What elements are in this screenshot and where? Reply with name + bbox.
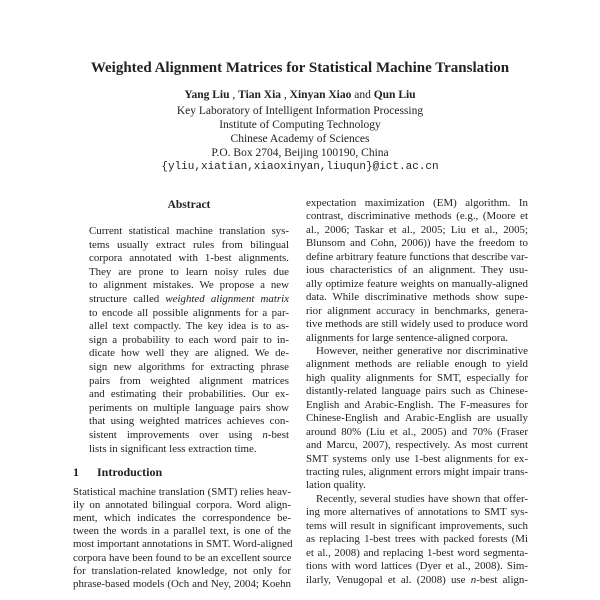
text-line	[306, 506, 528, 519]
text-segment: ilarly, Venugopal et al. (2008) use	[306, 573, 471, 586]
text-line	[89, 443, 289, 456]
text-line	[89, 293, 289, 306]
text-line	[89, 361, 289, 374]
author-list	[0, 89, 600, 101]
text-segment: rior alignment accuracy in benchmarks, genera-	[306, 304, 528, 317]
text-line	[73, 486, 291, 499]
text-line	[306, 560, 528, 573]
text-segment: for translation-related knowledge, not only for	[73, 564, 291, 577]
text-line	[306, 547, 528, 560]
text-segment: tems usually extract rules from bilingual	[89, 238, 289, 251]
text-segment: corpora annotated with 1-best alignments.	[89, 252, 289, 265]
text-line	[306, 574, 528, 587]
text-segment: corpora have been found to be an excellent source	[73, 551, 292, 564]
text-segment: al., 2006; Taskar et al., 2005; Liu et al., 2005;	[306, 223, 528, 236]
text-segment: sign a probability to each word pair to in-	[89, 333, 289, 346]
text-segment: expectation maximization (EM) algorithm. In	[306, 197, 528, 209]
section-heading-introduction	[73, 465, 162, 480]
text-segment: ally optimize feature weights on manually-aligned	[306, 277, 528, 290]
text-segment: and Marcu, 2007), respectively. As most current	[306, 439, 528, 452]
text-line	[316, 345, 528, 358]
text-segment: structure called	[89, 293, 166, 305]
text-line	[89, 375, 289, 388]
text-segment: contrast, discriminative methods (e.g., (Moore et	[306, 210, 528, 223]
text-line	[89, 402, 289, 415]
text-segment: alignments for large sentence-aligned corpora.	[306, 331, 509, 344]
text-segment: ily on annotated bilingual corpora. Word align-	[73, 499, 291, 512]
text-segment: and estimating their probabilities. Our ex-	[89, 388, 289, 401]
text-segment: tions with word lattices (Dyer et al., 2008). Sim-	[306, 560, 528, 573]
text-segment: periments on multiple language pairs show	[89, 401, 289, 414]
text-line	[73, 565, 291, 578]
text-segment: phrase-based models (Och and Ney, 2004; Koehn	[73, 577, 291, 590]
author-name: Yang Liu	[184, 89, 230, 101]
text-line	[306, 305, 528, 318]
affiliation-line: Institute of Computing Technology	[219, 119, 381, 131]
text-segment: define arbitrary feature functions that describe var-	[306, 250, 528, 263]
text-segment: They are prone to learn noisy rules due	[89, 265, 289, 278]
author-name: Xinyan Xiao	[289, 89, 352, 101]
text-line	[89, 225, 289, 238]
italic-text: n	[470, 573, 477, 586]
text-line	[89, 239, 289, 252]
text-segment: to alignment mistakes. We propose a new	[89, 279, 289, 292]
text-segment: around 80% (Liu et al., 2005) and 70% (Fraser	[306, 425, 528, 438]
text-segment: tween the words in a parallel text, is one of the	[73, 525, 291, 538]
author-and: and	[354, 89, 371, 101]
section-number: 1	[73, 465, 79, 479]
text-line	[306, 372, 528, 385]
affiliation-line: P.O. Box 2704, Beijing 100190, China	[211, 147, 389, 159]
text-line	[306, 318, 528, 331]
text-line	[306, 237, 528, 250]
text-line	[89, 347, 289, 360]
text-segment: ment, which indicates the correspondence be-	[73, 512, 291, 525]
text-segment: dicate how well they are aligned. We de-	[89, 347, 289, 360]
text-line	[306, 385, 528, 398]
text-segment: lation quality.	[306, 479, 366, 492]
text-line	[306, 479, 528, 492]
author-name: Qun Liu	[373, 89, 416, 101]
author-separator: ,	[232, 89, 236, 101]
text-segment: Chinese-English and Arabic-English are usually	[306, 412, 528, 425]
text-line	[89, 429, 289, 442]
text-segment: to encode all possible alignments for a par-	[89, 306, 289, 319]
text-segment: et al., 2008) and replacing 1-best word segmenta-	[306, 546, 528, 559]
section-title: Introduction	[97, 465, 163, 479]
text-line	[73, 525, 291, 538]
text-line	[73, 578, 291, 591]
text-segment: that using weighted matrices achieves con-	[89, 415, 289, 428]
affiliation-line: Chinese Academy of Sciences	[230, 133, 370, 145]
text-segment: -best	[267, 429, 289, 441]
text-segment: SMT systems only use 1-best alignments for ex-	[306, 452, 528, 465]
text-line	[89, 279, 289, 292]
text-segment: sign new algorithms for extracting phrase	[89, 361, 289, 373]
text-segment: high quality alignments for SMT, especially for	[306, 371, 528, 384]
text-segment: sistent improvements over using	[89, 429, 263, 441]
text-segment: as replacing 1-best trees with packed forests (Mi	[306, 533, 528, 546]
text-line	[306, 224, 528, 237]
text-segment: English and Arabic-English. The F-measures for	[306, 398, 528, 411]
text-line	[89, 252, 289, 265]
text-line	[306, 520, 528, 533]
text-line	[306, 264, 528, 277]
text-segment: tive methods are still widely used to produce word	[306, 318, 528, 331]
text-segment: alignment methods are reliable enough to yield	[306, 358, 528, 371]
text-line	[306, 332, 528, 345]
text-line	[306, 251, 528, 264]
text-line	[316, 493, 528, 506]
text-line	[73, 512, 291, 525]
text-segment: data. While discriminative methods show supe-	[306, 291, 528, 304]
text-segment: tems will result in significant improvements, such	[306, 519, 528, 532]
text-line	[306, 439, 528, 452]
text-segment: Current statistical machine translation sys-	[89, 225, 289, 237]
text-line	[306, 466, 528, 479]
affiliation-line: Key Laboratory of Intelligent Information Processing	[176, 105, 424, 117]
author-email: {yliu,xiatian,xiaoxinyan,liuqun}@ict.ac.cn	[161, 161, 439, 173]
text-segment: distantly-related language pairs such as Chinese-	[306, 385, 528, 398]
abstract-heading: Abstract	[167, 199, 211, 211]
text-segment: allel text compactly. The key idea is to as-	[89, 320, 289, 333]
text-line	[89, 334, 289, 347]
italic-text: n	[262, 429, 268, 441]
text-segment: Blunsom and Cohn, 2006)) have the freedom to	[306, 237, 528, 250]
text-segment: However, neither generative nor discriminative	[316, 344, 528, 357]
text-line	[306, 453, 528, 466]
text-line	[306, 358, 528, 371]
text-segment: Recently, several studies have shown that offer-	[316, 492, 528, 505]
text-line	[306, 197, 528, 210]
text-line	[306, 210, 528, 223]
text-segment: lists in significant less extraction time.	[89, 442, 257, 455]
text-line	[89, 388, 289, 401]
text-line	[89, 266, 289, 279]
text-segment: most important annotations in SMT. Word-aligned	[73, 538, 293, 551]
text-segment: tracting rules, alignment errors might impair trans-	[306, 466, 528, 478]
text-segment: ious characteristics of an alignment. They usu-	[306, 264, 528, 277]
text-line	[306, 278, 528, 291]
text-line	[73, 552, 291, 565]
text-line	[73, 538, 291, 551]
author-name: Tian Xia	[238, 89, 282, 101]
italic-text: weighted alignment matrix	[165, 293, 289, 305]
author-separator: ,	[283, 89, 287, 101]
paper-title: Weighted Alignment Matrices for Statistical Machine Translation	[90, 60, 510, 76]
text-line	[89, 320, 289, 333]
text-line	[306, 412, 528, 425]
text-segment: Statistical machine translation (SMT) relies heav-	[73, 486, 291, 498]
text-line	[306, 533, 528, 546]
text-line	[89, 415, 289, 428]
text-line	[89, 307, 289, 320]
text-line	[306, 291, 528, 304]
text-segment: -best align-	[476, 573, 528, 586]
text-segment: pairs from weighted alignment matrices	[89, 374, 289, 387]
text-line	[306, 399, 528, 412]
text-line	[306, 426, 528, 439]
text-segment: ing more alternatives of annotations to SMT sys-	[306, 506, 528, 519]
text-line	[73, 499, 291, 512]
